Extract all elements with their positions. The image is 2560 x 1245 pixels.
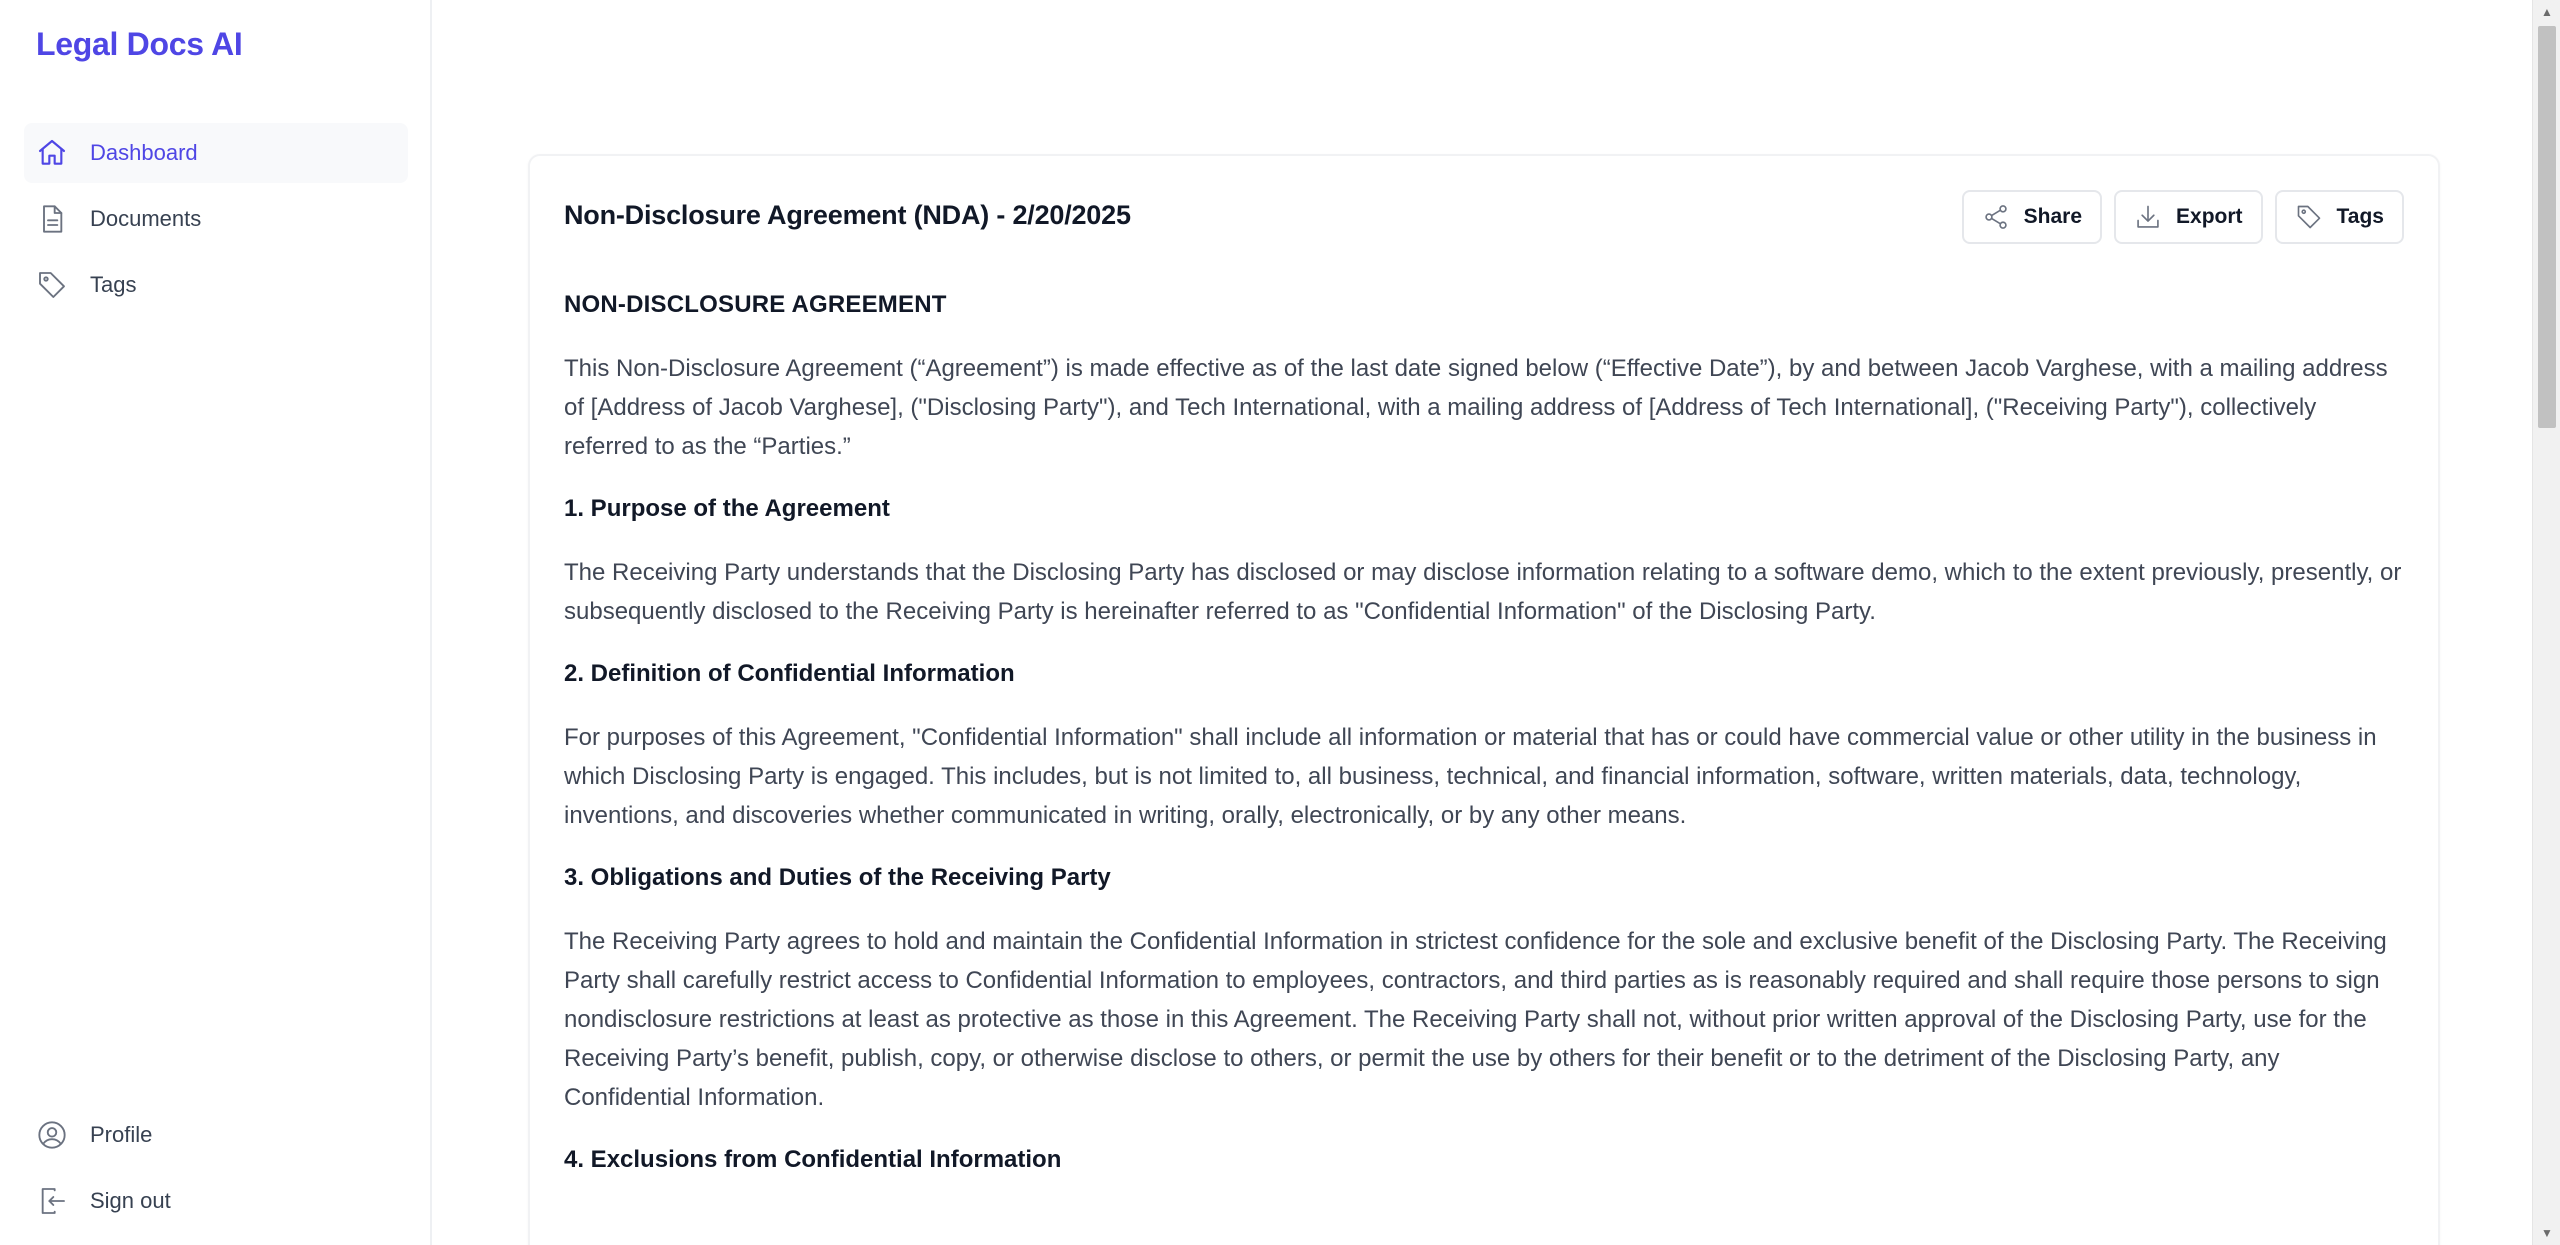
agreement-heading: NON-DISCLOSURE AGREEMENT (564, 291, 947, 318)
section-paragraph: The Receiving Party understands that the Disclosing Party has disclosed or may disclose information relating to a software demo, which to the extent previously, presently, or subsequently disclosed to the Receiving Party is hereinafter referred to as "Confidential Information" of the Disclosing Party. (564, 559, 2402, 625)
section-heading: 4. Exclusions from Confidential Information (564, 1146, 1062, 1173)
section-paragraph: For purposes of this Agreement, "Confidential Information" shall include all information or material that has or could have commercial value or other utility in the business in which Disclosing Party is engaged. This includes, but is not limited to, all business, technical, and financial information, software, written materials, data, technology, inventions, and discoveries whether communicated in writing, orally, electronically, or by any other means. (564, 724, 2377, 829)
sign-out-icon (36, 1185, 68, 1217)
document-title: Non-Disclosure Agreement (NDA) - 2/20/2025 (564, 200, 1131, 230)
export-label: Export (2176, 205, 2243, 228)
home-icon (36, 137, 68, 169)
tags-label: Tags (2336, 205, 2384, 228)
document-icon (36, 203, 68, 235)
section-heading: 3. Obligations and Duties of the Receiving Party (564, 864, 1111, 891)
sidebar-item-label: Sign out (90, 1188, 171, 1213)
page-scrollbar[interactable] (2532, 0, 2560, 1245)
intro-paragraph: This Non-Disclosure Agreement (“Agreement”) is made effective as of the last date signed below (“Effective Date”), by and between Jacob Varghese, with a mailing address of [Address of Jacob Varghese], ("Disclosing Party"), and Tech International, with a mailing address of [Address of Tech International], ("Receiving Party"), collectively referred to as the “Parties.” (564, 355, 2388, 460)
download-icon (2134, 203, 2162, 231)
tag-icon (2295, 203, 2323, 231)
share-label: Share (2023, 205, 2083, 228)
section-paragraph: The Receiving Party agrees to hold and maintain the Confidential Information in strictest confidence for the sole and exclusive benefit of the Disclosing Party. The Receiving Party shall carefully restrict access to Confidential Information to employees, contractors, and third parties as is reasonably required and shall require those persons to sign nondisclosure restrictions at least as protective as those in this Agreement. The Receiving Party shall not, without prior written approval of the Disclosing Party, use for the Receiving Party’s benefit, publish, copy, or otherwise disclose to others, or permit the use by others for their benefit or to the detriment of the Disclosing Party, any Confidential Information. (564, 928, 2387, 1111)
section-heading: 2. Definition of Confidential Information (564, 660, 1015, 687)
brand-logo[interactable]: Legal Docs AI (36, 26, 243, 62)
sidebar-item-label: Dashboard (90, 140, 198, 165)
sidebar-item-profile[interactable] (24, 1105, 408, 1165)
tag-icon (36, 269, 68, 301)
sidebar-item-sign-out[interactable] (24, 1171, 408, 1231)
section-heading: 1. Purpose of the Agreement (564, 495, 890, 522)
sidebar-item-label: Tags (90, 272, 137, 297)
sidebar-item-label: Documents (90, 206, 202, 231)
sidebar (0, 0, 432, 1245)
document-body (564, 291, 2404, 1204)
document-card (528, 154, 2440, 1245)
scroll-down-arrow-icon[interactable]: ▼ (2541, 1226, 2553, 1240)
share-button[interactable] (1962, 190, 2102, 244)
scroll-up-arrow-icon[interactable]: ▲ (2541, 5, 2553, 19)
sidebar-bottom-nav (24, 1105, 408, 1237)
sidebar-item-documents[interactable] (24, 189, 408, 249)
export-button[interactable] (2114, 190, 2263, 244)
user-circle-icon (36, 1119, 68, 1151)
share-icon (1982, 203, 2010, 231)
document-actions (1962, 190, 2404, 244)
sidebar-item-tags[interactable] (24, 255, 408, 315)
sidebar-item-dashboard[interactable] (24, 123, 408, 183)
sidebar-nav (24, 123, 408, 321)
tags-button[interactable] (2275, 190, 2404, 244)
sidebar-item-label: Profile (90, 1122, 153, 1147)
scroll-thumb[interactable] (2538, 26, 2556, 428)
